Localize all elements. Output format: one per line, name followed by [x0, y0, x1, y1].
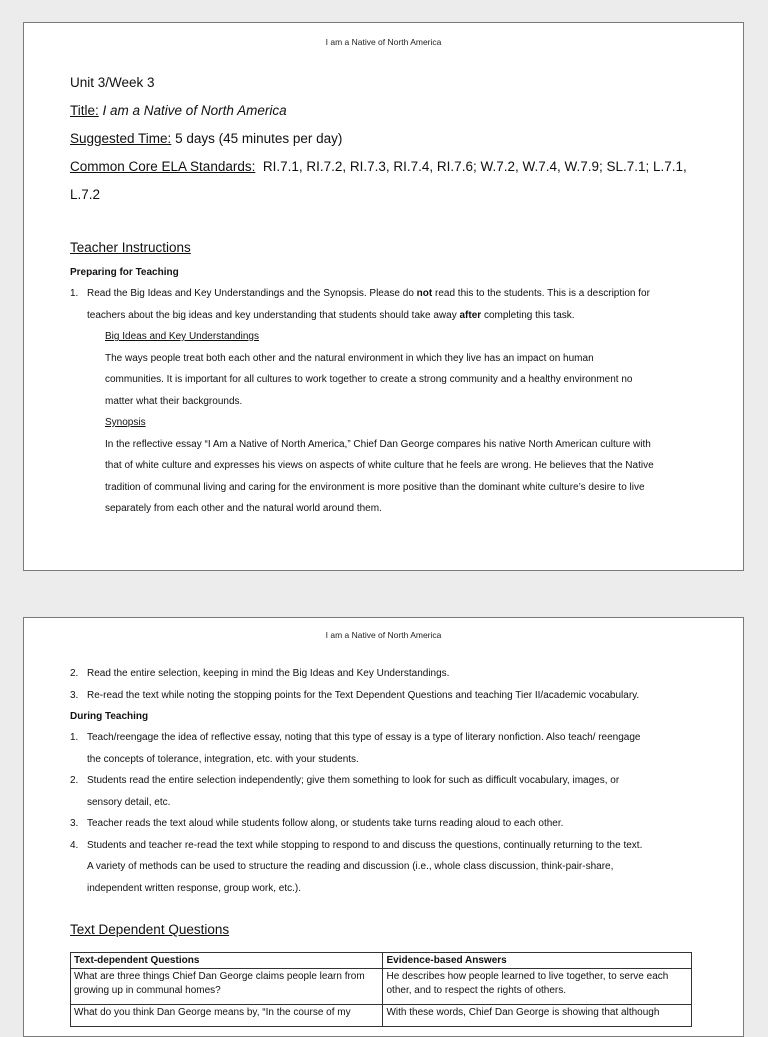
step-number: 1. [70, 288, 79, 299]
questions-table [70, 952, 692, 1027]
list-item: 3. Re-read the text while noting the stopping points for the Text Dependent Questions and teaching Tier II/academic vocabulary. [70, 689, 640, 701]
question-cell: What do you think Dan George means by, “In the course of my [71, 1005, 383, 1027]
list-item: 3. Teacher reads the text aloud while students follow along, or students take turns reading aloud to each other. [70, 818, 564, 829]
standards-line-continued: L.7.2 [70, 187, 101, 202]
list-item: 1. Teach/reengage the idea of reflective essay, noting that this type of essay is a type of literary nonfiction. Also teach/ reengage the concepts of tolerance, integration, etc. with your students. [70, 732, 641, 765]
during-teaching-heading: During Teaching [70, 711, 149, 722]
standards-label: Common Core ELA Standards: [70, 159, 256, 174]
unit-line: Unit 3/Week 3 [70, 75, 155, 90]
list-item: 1. Read the Big Ideas and Key Understandings and the Synopsis. Please do not read this to the students. This is a description for teachers about the big ideas and key understanding that students should take away after completing this task. [70, 283, 713, 326]
page-2-content [70, 663, 713, 1027]
suggested-time-value: 5 days (45 minutes per day) [175, 131, 343, 146]
big-ideas-heading: Big Ideas and Key Understandings [105, 331, 259, 342]
synopsis-heading: Synopsis [105, 417, 146, 428]
preparing-steps [70, 283, 713, 326]
question-cell: What are three things Chief Dan George claims people learn from growing up in communal homes? [71, 969, 383, 1005]
list-item: 2. Students read the entire selection independently; give them something to look for such as difficult vocabulary, images, or sensory detail, etc. [70, 775, 620, 808]
document-page-2 [23, 617, 744, 1037]
answer-cell: With these words, Chief Dan George is showing that although [383, 1005, 692, 1027]
list-item: 2. Read the entire selection, keeping in mind the Big Ideas and Key Understandings. [70, 668, 450, 679]
answer-cell: He describes how people learned to live together, to serve each other, and to respect the rights of others. [383, 969, 692, 1005]
synopsis-text: In the reflective essay “I Am a Native of North America,” Chief Dan George compares his native North American culture with that of white culture and expresses his views on aspects of white culture that he feels are wrong. He believes that the Native tradition of communal living and caring for the environment is more positive than the dominant white culture’s desire to live separately from each other and the natural world around them. [105, 438, 654, 514]
during-teaching-steps [70, 727, 713, 899]
page-1-content [70, 69, 713, 520]
standards-line [70, 153, 713, 181]
title-label: Title: [70, 103, 99, 118]
preparing-steps-continued [70, 663, 713, 706]
document-page-1 [23, 22, 744, 571]
table-header-row [71, 953, 692, 969]
running-header: I am a Native of North America [325, 630, 442, 640]
big-ideas-block [105, 326, 713, 520]
big-ideas-text: The ways people treat both each other and the natural environment in which they live has an impact on human communities. It is important for all cultures to work together to create a strong community and a healthy environment no matter what their backgrounds. [105, 352, 633, 407]
list-item: 4. Students and teacher re-read the text while stopping to respond to and discuss the questions, continually returning to the text. A variety of methods can be used to structure the reading and discussion (i.e., whole class discussion, think-pair-share, independent written response, group work, etc.). [70, 839, 643, 894]
running-header: I am a Native of North America [325, 37, 442, 47]
text-dependent-questions-heading: Text Dependent Questions [70, 922, 230, 937]
teacher-instructions-heading: Teacher Instructions [70, 240, 191, 255]
preparing-for-teaching-heading: Preparing for Teaching [70, 267, 179, 278]
title-value: I am a Native of North America [102, 103, 287, 118]
column-header-answers: Evidence-based Answers [383, 953, 692, 969]
table-row [71, 969, 692, 1005]
suggested-time-label: Suggested Time: [70, 131, 172, 146]
standards-value: RI.7.1, RI.7.2, RI.7.3, RI.7.4, RI.7.6; W.7.2, W.7.4, W.7.9; SL.7.1; L.7.1, [262, 159, 687, 174]
table-row [71, 1005, 692, 1027]
title-line [70, 97, 713, 125]
column-header-questions: Text-dependent Questions [71, 953, 383, 969]
suggested-time-line [70, 125, 713, 153]
